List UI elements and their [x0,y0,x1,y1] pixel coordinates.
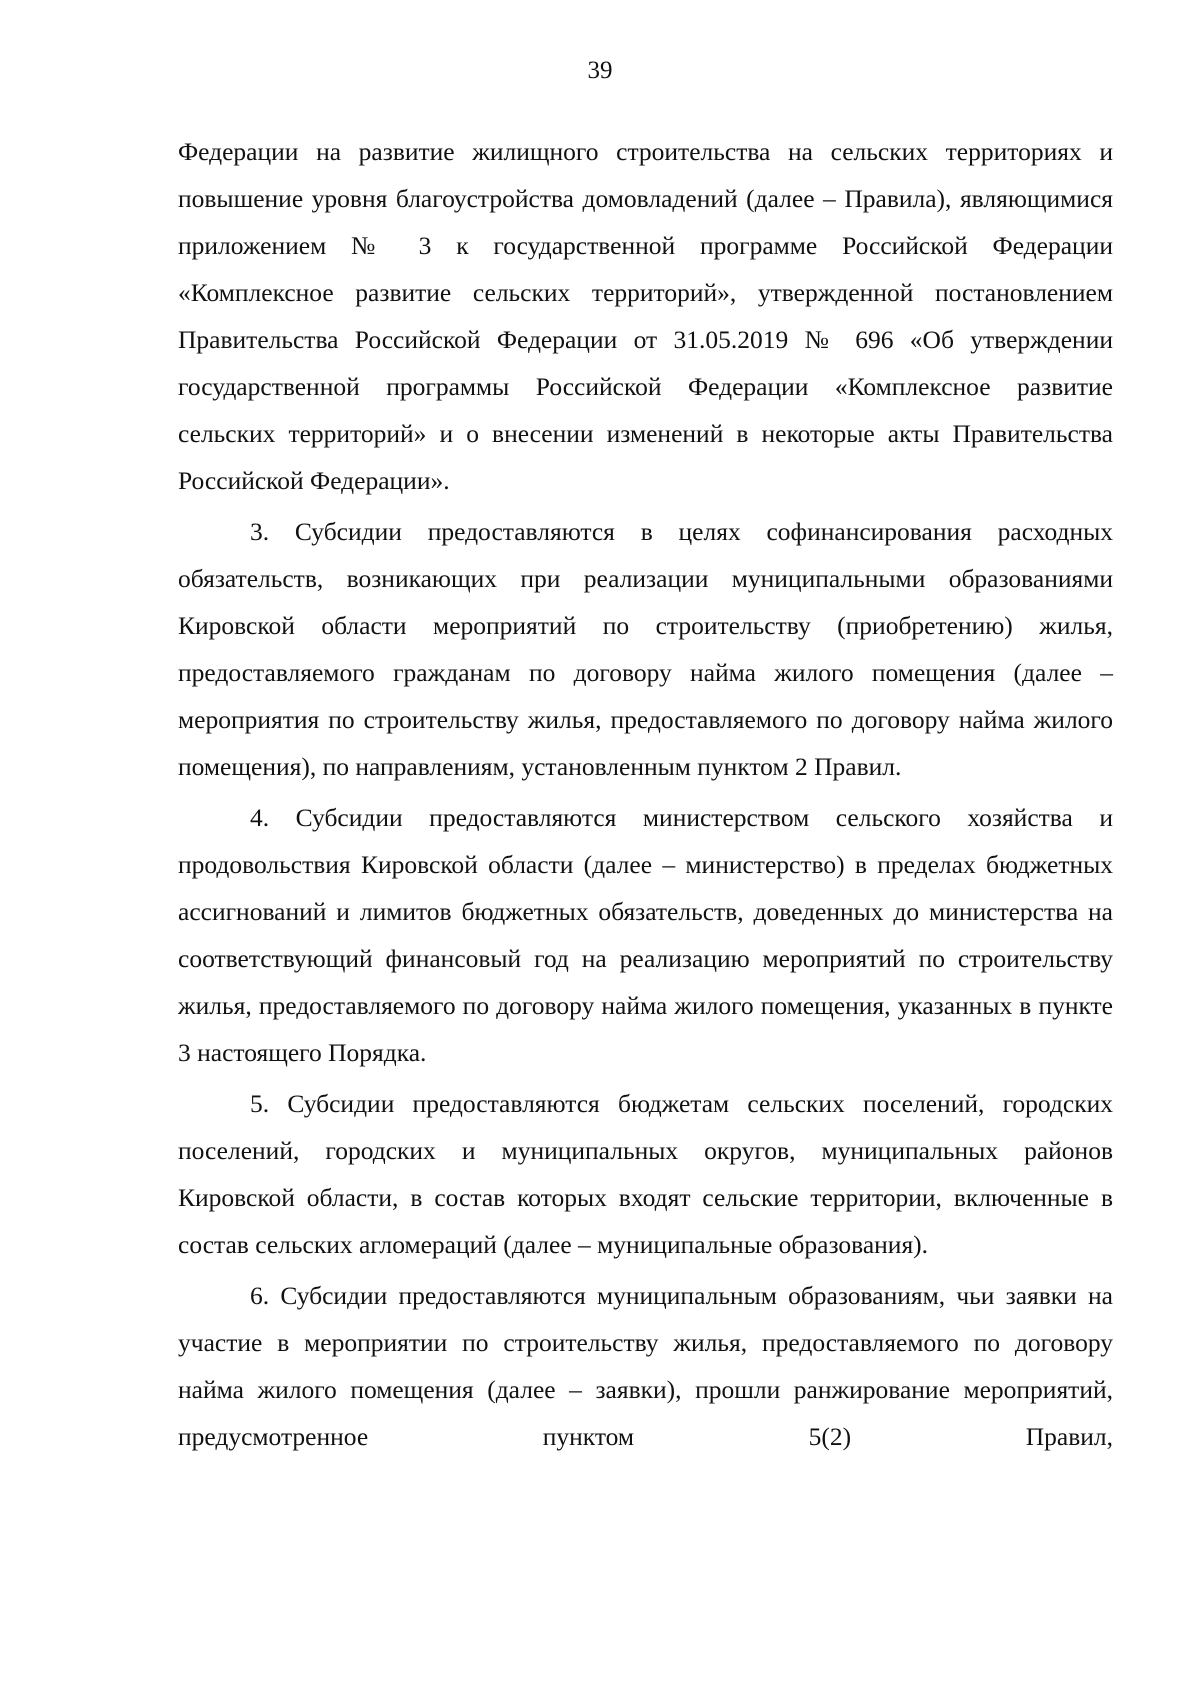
page-number: 39 [587,57,613,84]
paragraph-5: 5. Субсидии предоставляются бюджетам сельских поселений, городских поселений, городских и муниципальных округов, муниципальных районов Кировской области, в состав которых входят сельские территории, включенные в состав сельских агломераций (далее – муниципальные образования). [178,1089,1113,1259]
paragraph-4: 4. Субсидии предоставляются министерством сельского хозяйства и продовольствия Кировской области (далее – министерство) в пределах бюджетных ассигнований и лимитов бюджетных обязательств, доведенных до министерства на соответствующий финансовый год на реализацию мероприятий по строительству жилья, предоставляемого по договору найма жилого помещения, указанных в пункте 3 настоящего Порядка. [178,803,1113,1067]
document-body [178,128,1113,1460]
paragraph-continuation: Федерации на развитие жилищного строительства на сельских территориях и повышение уровня благоустройства домовладений (далее – Правила), являющимися приложением № 3 к государственной программе Российской Федерации «Комплексное развитие сельских территорий», утвержденной постановлением Правительства Российской Федерации от 31.05.2019 № 696 «Об утверждении государственной программы Российской Федерации «Комплексное развитие сельских территорий» и о внесении изменений в некоторые акты Правительства Российской Федерации». [178,137,1113,495]
paragraph-6: 6. Субсидии предоставляются муниципальным образованиям, чьи заявки на участие в мероприятии по строительству жилья, предоставляемого по договору найма жилого помещения (далее – заявки), прошли ранжирование мероприятий, предусмотренное пунктом 5(2) Правил, [178,1281,1113,1451]
paragraph-3: 3. Субсидии предоставляются в целях софинансирования расходных обязательств, возникающих при реализации муниципальными образованиями Кировской области мероприятий по строительству (приобретению) жилья, предоставляемого гражданам по договору найма жилого помещения (далее – мероприятия по строительству жилья, предоставляемого по договору найма жилого помещения), по направлениям, установленным пунктом 2 Правил. [178,517,1113,781]
